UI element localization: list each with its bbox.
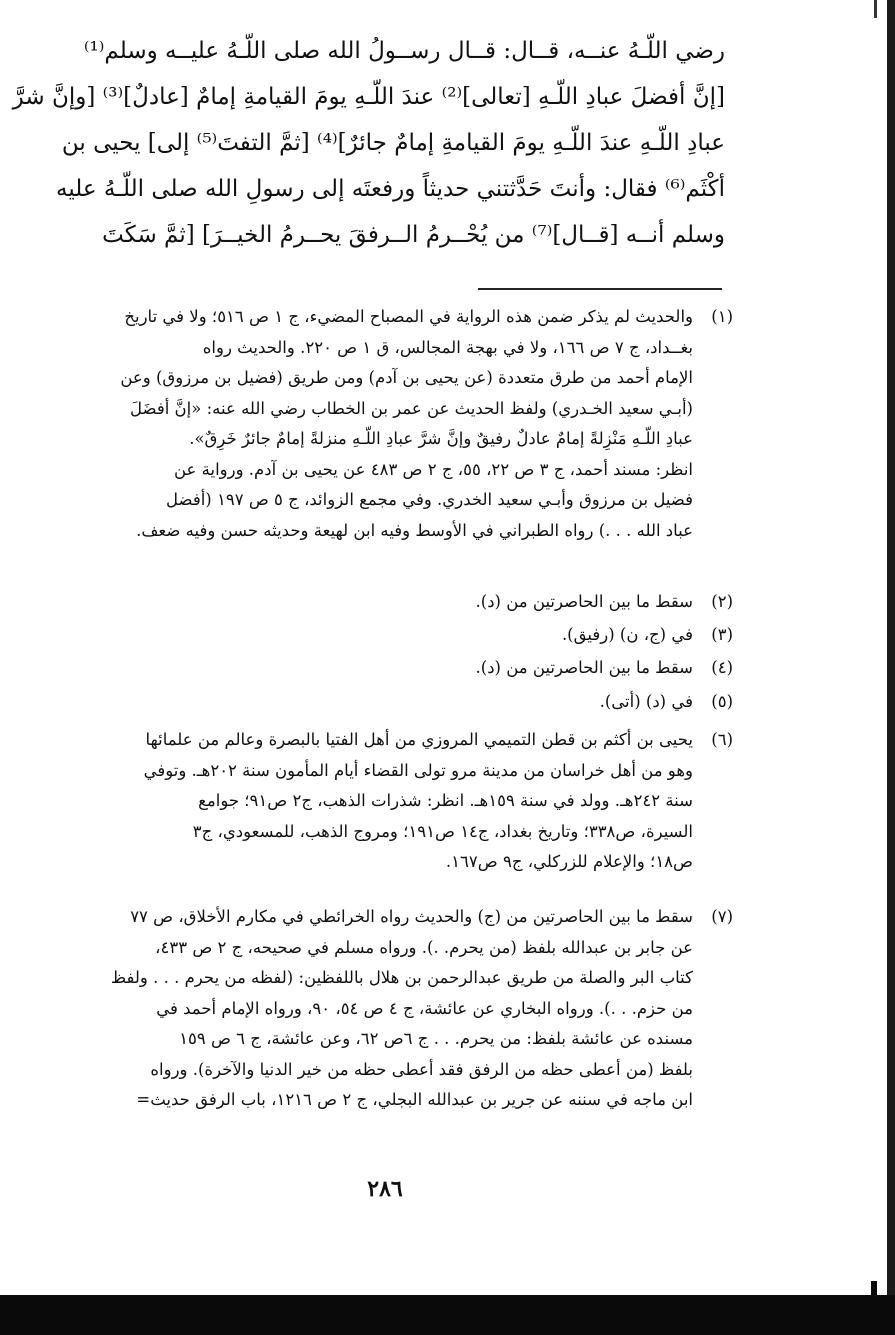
footnote-line: ص١٨؛ والإعلام للزركلي، ج٩ ص١٦٧. bbox=[445, 852, 693, 871]
footnote-line: ابن ماجه في سننه عن جرير بن عبدالله البجلي، ج ٢ ص ١٢١٦، باب الرفق حديث= bbox=[136, 1090, 693, 1109]
footnote-number: (٧) bbox=[711, 907, 733, 926]
main-text-line: وسلم أنــه [قــال]⁽⁷⁾ من يُحْــرمُ الــرفقَ يحــرمُ الخيــرَ] [ثمَّ سَكَتَ bbox=[102, 222, 725, 248]
footnote-line: مسنده عن عائشة بلفظ: من يحرم. . . ج ٦ص ٦٢، وعن عائشة، ج ٦ ص ١٥٩ bbox=[179, 1029, 693, 1048]
footnote-line: فضيل بن مرزوق وأبـي سعيد الخدري. وفي مجمع الزوائد، ج ٥ ص ١٩٧ (أفضل bbox=[166, 490, 693, 509]
footnote-line: (أبـي سعيد الخـدري) ولفظ الحديث عن عمر بن الخطاب رضي الله عنه: «إنَّ أفضَلَ bbox=[130, 398, 693, 418]
footnote-line: في (د) (أتى). bbox=[599, 692, 693, 711]
footnote-number: (٥) bbox=[711, 692, 733, 711]
footnote-line: كتاب البر والصلة من طريق عبدالرحمن بن هلال باللفظين: (لفظه من يحرم . . . ولفظ bbox=[110, 968, 693, 987]
footnote-line: وهو من أهل خراسان من مدينة مرو تولى القضاء أيام المأمون سنة ٢٠٢هـ. وتوفي bbox=[143, 760, 693, 780]
footnote-line: سقط ما بين الحاصرتين من (د). bbox=[475, 658, 693, 677]
footnote-line: السيرة، ص٣٣٨؛ وتاريخ بغداد، ج١٤ ص١٩١؛ ومروج الذهب، للمسعودي، ج٣ bbox=[192, 821, 693, 841]
footnote-line: عن جابر بن عبدالله بلفظ (من يحرم. .). ورواه مسلم في صحيحه، ج ٢ ص ٤٣٣، bbox=[155, 937, 693, 957]
footnote-line: يحيى بن أكثم بن قطن التميمي المروزي من أهل الفتيا بالبصرة وعالم من علمائها bbox=[145, 730, 693, 749]
footnote-separator bbox=[478, 288, 722, 290]
footnote-number: (٦) bbox=[711, 730, 733, 749]
footnote-line: الإمام أحمد من طرق متعددة (عن يحيى بن آدم) ومن طريق (فضيل بن مرزوق) وعن bbox=[120, 368, 693, 387]
footnote-number: (٢) bbox=[711, 592, 733, 611]
footnote-7 bbox=[72, 902, 733, 1116]
footnote-line: سقط ما بين الحاصرتين من (ج) والحديث رواه الخرائطي في مكارم الأخلاق، ص ٧٧ bbox=[130, 907, 693, 926]
footnote-number: (٣) bbox=[711, 625, 733, 644]
footnote-line: بغــداد، ج ٧ ص ١٦٦، ولا في بهجة المجالس، ق ١ ص ٢٢٠. والحديث رواه bbox=[202, 337, 693, 357]
main-text-line: عبادِ اللّـهِ عندَ اللّـهِ يومَ القيامةِ إمامٌ جائرٌ]⁽⁴⁾ [ثمَّ التفتَ⁽⁵⁾ إلى] يحيى بن bbox=[61, 130, 725, 156]
footnote-3 bbox=[72, 620, 733, 651]
footnote-number: (٤) bbox=[711, 658, 733, 677]
footnote-line: في (ج، ن) (رفيق). bbox=[561, 625, 693, 644]
footnote-line: بلفظ (من أعطى حظه من الرفق فقد أعطى حظه من خير الدنيا والآخرة). ورواه bbox=[150, 1059, 693, 1079]
footnote-line: انظر: مسند أحمد، ج ٣ ص ٢٢، ٥٥، ج ٢ ص ٤٨٣ عن يحيى بن آدم. ورواية عن bbox=[173, 459, 693, 479]
footnote-line: سنة ٢٤٢هـ. وولد في سنة ١٥٩هـ. انظر: شذرات الذهب، ج٢ ص٩١؛ جوامع bbox=[198, 791, 693, 810]
footnote-line: عبادِ اللّـهِ مَنْزِلةً إمامٌ عادلٌ رفيقٌ وإنَّ شرَّ عبادِ اللّـهِ منزلةً إمامٌ جائرٌ خَرِقٌ». bbox=[189, 429, 693, 448]
footnote-line: سقط ما بين الحاصرتين من (د). bbox=[475, 592, 693, 611]
footnote-2 bbox=[72, 587, 733, 618]
footnote-1 bbox=[72, 302, 733, 546]
main-text-line: رضي اللّـهُ عنــه، قــال: قــال رســولُ الله صلى اللّـهُ عليــه وسلم⁽¹⁾ bbox=[83, 38, 725, 64]
scan-edge-right bbox=[887, 0, 895, 1335]
main-text-line: أكْثَم⁽⁶⁾ فقال: وأنتَ حَدَّثتني حديثاً ورفعتَه إلى رسولِ الله صلى اللّـهُ عليه bbox=[56, 176, 725, 202]
footnote-4 bbox=[72, 653, 733, 684]
footnote-number: (١) bbox=[711, 307, 733, 326]
footnote-6 bbox=[72, 725, 733, 878]
scan-edge-bottom bbox=[0, 1295, 895, 1335]
footnote-5 bbox=[72, 687, 733, 718]
footnote-line: من حزم. . .). ورواه البخاري عن عائشة، ج ٤ ص ٥٤، ٩٠، ورواه الإمام أحمد في bbox=[156, 998, 693, 1018]
scan-edge-mark bbox=[874, 0, 877, 18]
main-text-line: [إنَّ أفضلَ عبادِ اللّـهِ [تعالى]⁽²⁾ عندَ اللّـهِ يومَ القيامةِ إمامٌ [عادلٌ]⁽³⁾ [وإنَّ شرَّ bbox=[12, 84, 725, 110]
footnote-line: والحديث لم يذكر ضمن هذه الرواية في المصباح المضيء، ج ١ ص ٥١٦؛ ولا في تاريخ bbox=[124, 307, 693, 326]
page-number: ٢٨٦ bbox=[367, 1176, 403, 1202]
footnote-line: عباد الله . . .) رواه الطبراني في الأوسط وفيه ابن لهيعة وحديثه حسن وفيه ضعف. bbox=[136, 520, 693, 540]
